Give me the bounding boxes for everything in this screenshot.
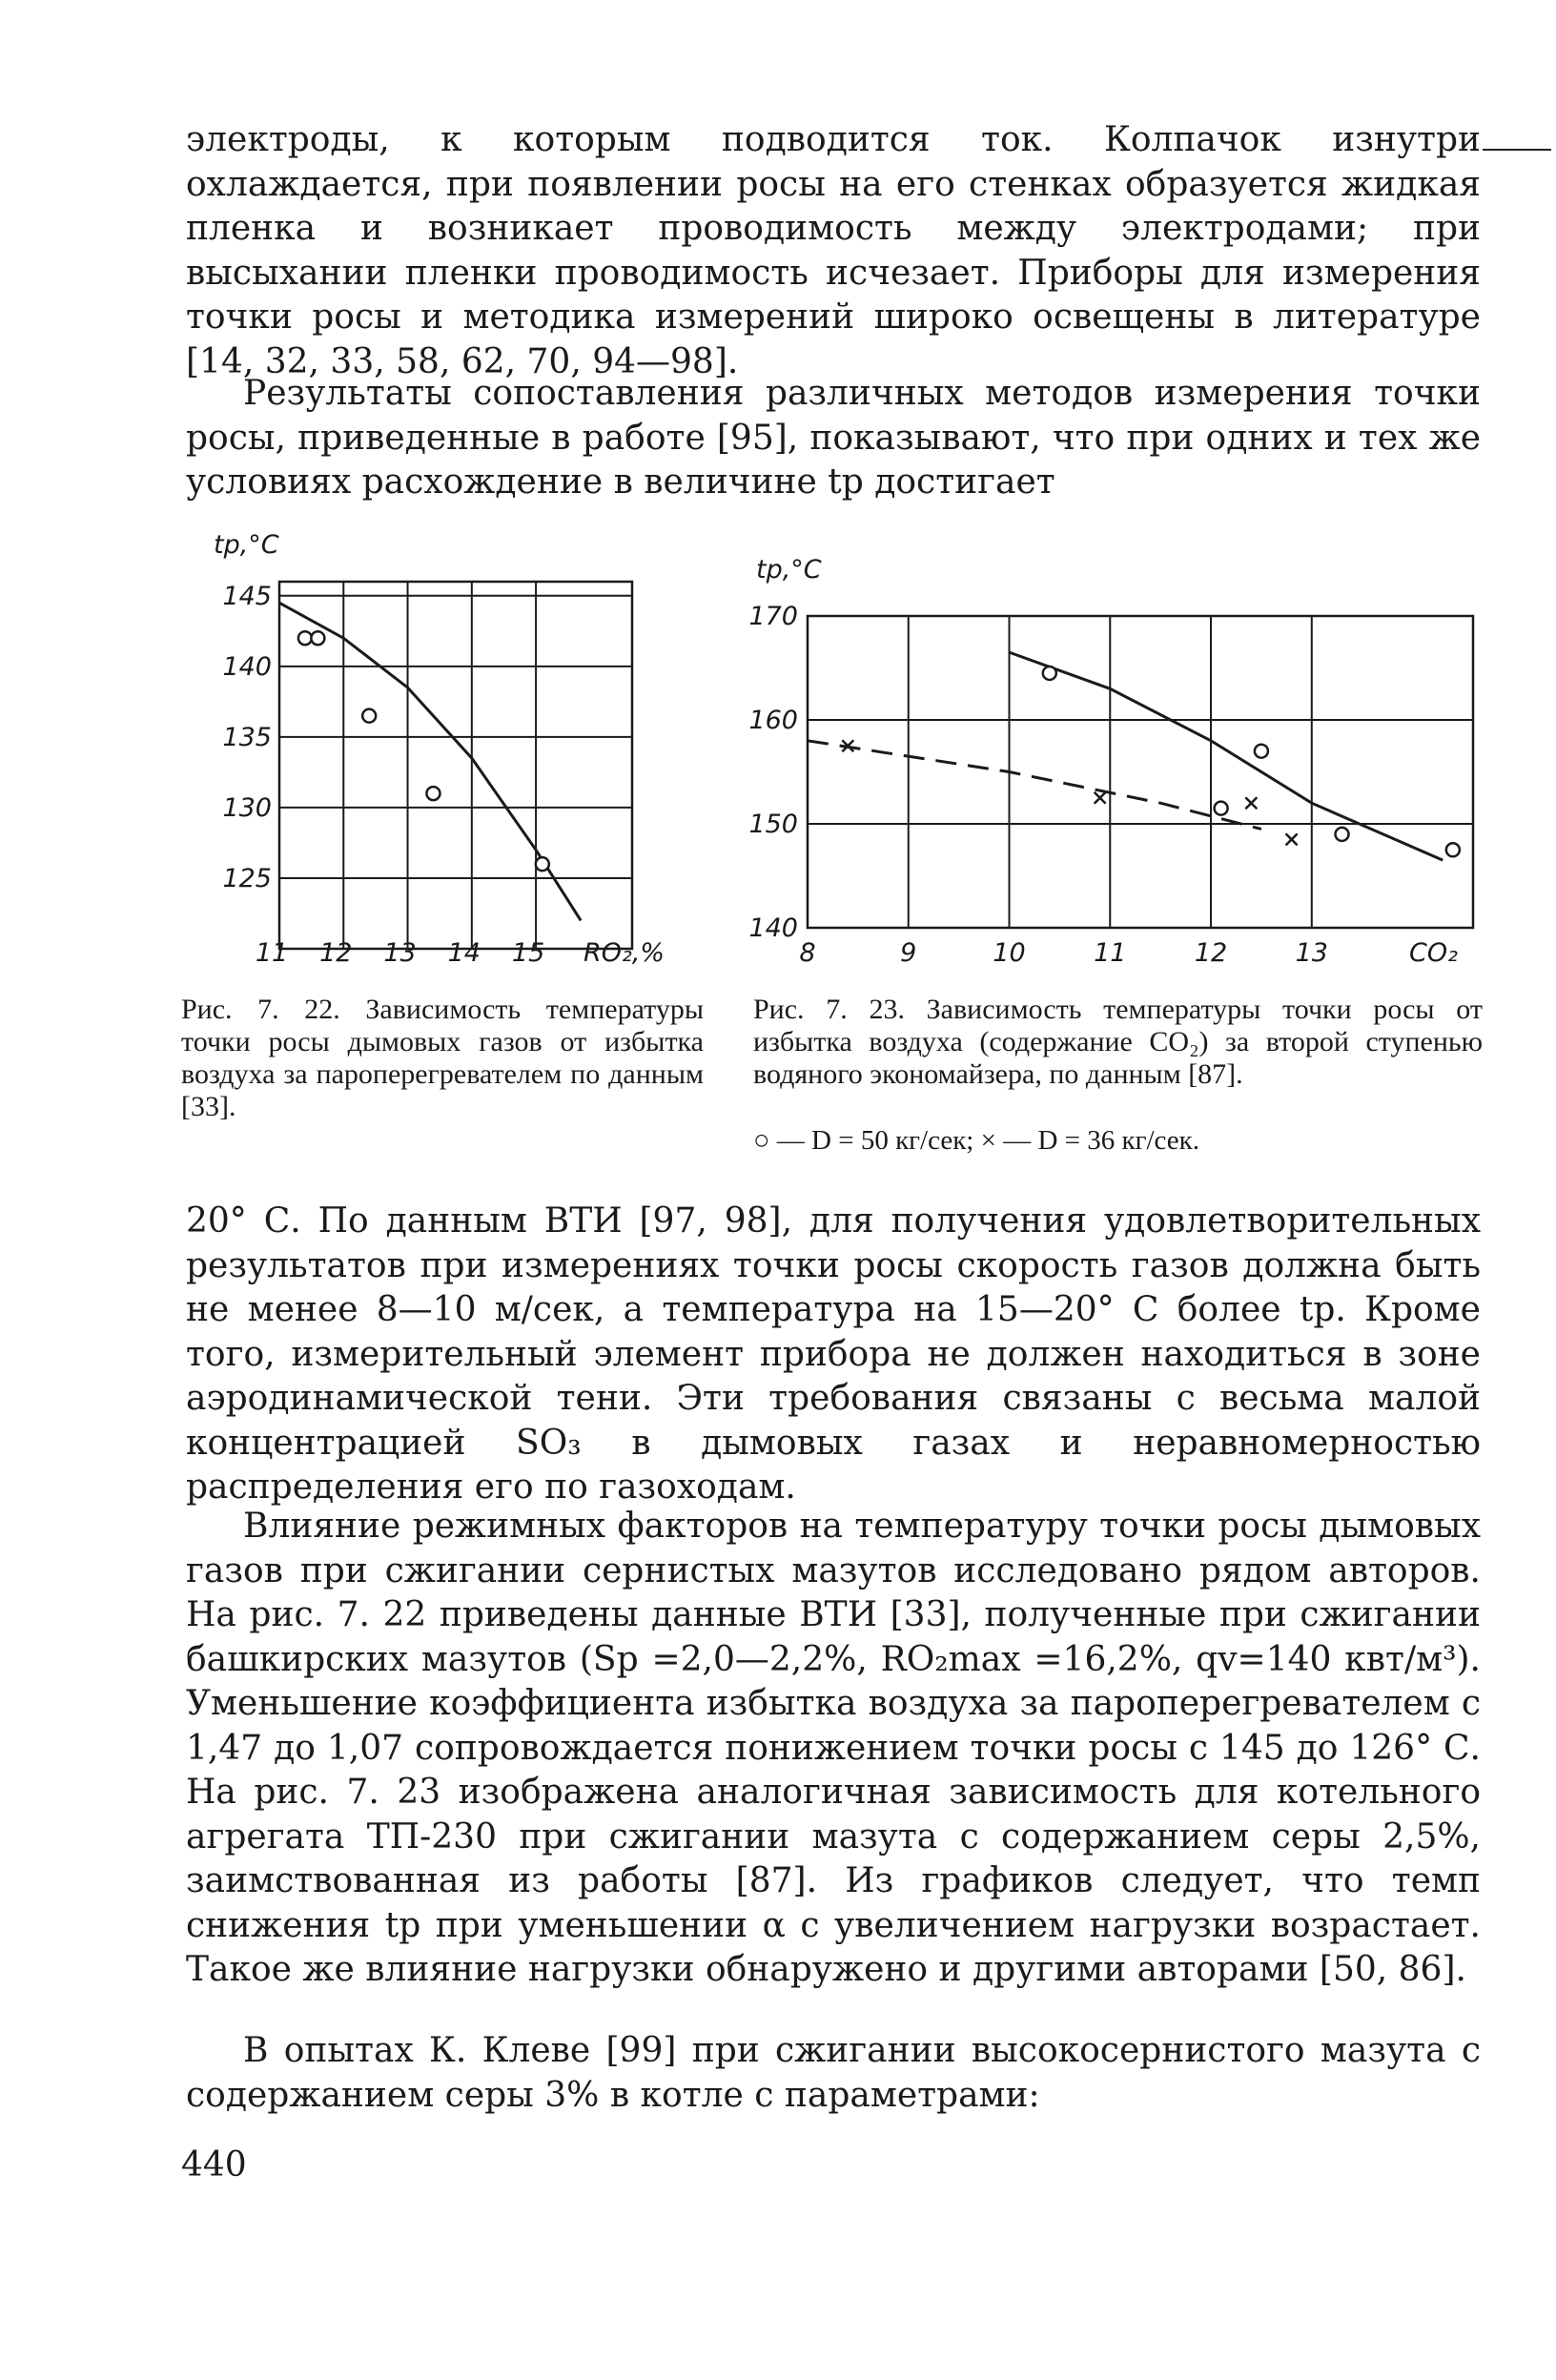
data-point-circle xyxy=(298,631,312,645)
page-number: 440 xyxy=(181,2145,247,2185)
x-tick-label: 15 xyxy=(511,938,545,968)
x-tick-label: 12 xyxy=(1194,938,1228,968)
chart-7-22 xyxy=(181,530,715,968)
y-tick-label: 140 xyxy=(222,651,272,682)
x-tick-labels xyxy=(256,938,544,968)
fit-curve-d36 xyxy=(808,741,1261,830)
data-point-cross xyxy=(1245,797,1257,809)
y-tick-labels xyxy=(748,602,798,943)
x-tick-label: 12 xyxy=(319,938,353,968)
x-tick-label: 14 xyxy=(447,938,481,968)
y-tick-label: 130 xyxy=(222,792,272,823)
x-axis-label: RO₂,% xyxy=(584,938,665,968)
x-tick-label: 11 xyxy=(1094,938,1127,968)
data-point-circle xyxy=(1336,828,1349,841)
x-tick-labels xyxy=(799,938,1328,968)
x-tick-label: 13 xyxy=(1295,938,1328,968)
data-points xyxy=(298,631,549,871)
y-tick-label: 150 xyxy=(748,810,798,839)
figure-7-22-caption: Рис. 7. 22. Зависимость температуры точки росы дымовых газов от избытка воздуха за пароперегревателем по данным [33]. xyxy=(181,994,704,1122)
x-tick-label: 13 xyxy=(383,938,417,968)
chart-7-23 xyxy=(748,553,1492,973)
margin-rule xyxy=(1483,149,1551,151)
x-tick-label: 8 xyxy=(799,938,816,968)
fit-curve-d50 xyxy=(1010,652,1443,860)
y-tick-label: 125 xyxy=(222,863,272,893)
data-point-circle xyxy=(1215,802,1228,815)
grid xyxy=(279,582,632,949)
grid xyxy=(808,616,1473,928)
data-point-circle xyxy=(1255,745,1268,758)
y-tick-labels xyxy=(222,582,272,893)
data-point-cross xyxy=(1095,792,1106,804)
data-point-circle xyxy=(362,709,376,723)
plot-frame xyxy=(279,582,632,949)
plot-frame xyxy=(808,616,1473,928)
y-tick-label: 140 xyxy=(748,913,798,943)
paragraph-3: 20° С. По данным ВТИ [97, 98], для получения удовлетворительных результатов при измерениях точки росы скорость газов должна быть не менее 8—10 м/сек, а температура на 15—20° С более tр. Кроме того, измерительный элемент прибора не должен находиться в зоне аэродинамической тени. Эти требования связаны с весьма малой концентрацией SO₃ в дымовых газах и неравномерностью распределения его по газоходам. xyxy=(186,1201,1481,1507)
x-axis-label: CO₂ xyxy=(1409,938,1458,968)
y-axis-label: tр,°С xyxy=(214,530,279,560)
y-tick-label: 135 xyxy=(222,722,272,752)
paragraph-2: Результаты сопоставления различных методов измерения точки росы, приведенные в работе [95], показывают, что при одних и тех же условиях расхождение в величине tр достигает xyxy=(186,374,1481,502)
data-point-circle xyxy=(426,787,440,800)
data-point-circle xyxy=(311,631,324,645)
paragraph-4: Влияние режимных факторов на температуру точки росы дымовых газов при сжигании сернистых мазутов исследовано рядом авторов. На рис. 7. 22 приведены данные ВТИ [33], полученные при сжигании башкирских мазутов (Sр =2,0—2,2%, RO₂max =16,2%, qv=140 квт/м³). Уменьшение коэффициента избытка воздуха за пароперегревателем с 1,47 до 1,07 сопровождается понижением точки росы с 145 до 126° С. На рис. 7. 23 изображена аналогичная зависимость для котельного агрегата ТП-230 при сжигании мазута с содержанием серы 2,5%, заимствованная из работы [87]. Из графиков следует, что темп снижения tр при уменьшении α с увеличением нагрузки возрастает. Такое же влияние нагрузки обнаружено и другими авторами [50, 86]. xyxy=(186,1507,1481,1989)
data-point-circle xyxy=(536,857,549,871)
x-tick-label: 10 xyxy=(993,938,1026,968)
data-point-cross xyxy=(1286,833,1298,845)
y-tick-label: 145 xyxy=(222,581,272,611)
y-tick-label: 160 xyxy=(748,706,798,735)
paragraph-1: электроды, к которым подводится ток. Колпачок изнутри охлаждается, при появлении росы на его стенках образуется жидкая пленка и возникает проводимость между электродами; при высыхании пленки проводимость исчезает. Приборы для измерения точки росы и методика измерений широко освещены в литературе [14, 32, 33, 58, 62, 70, 94—98]. xyxy=(186,120,1481,381)
x-tick-label: 9 xyxy=(900,938,917,968)
figure-7-23-caption: Рис. 7. 23. Зависимость температуры точки росы от избытка воздуха (содержание CO₂) за второй ступенью водяного экономайзера, по данным [87]. xyxy=(753,994,1483,1090)
y-tick-label: 170 xyxy=(748,602,798,631)
figure-7-23-legend: ○ — D = 50 кг/сек; × — D = 36 кг/сек. xyxy=(753,1125,1199,1156)
figure-7-22 xyxy=(181,530,715,968)
x-tick-label: 11 xyxy=(255,938,289,968)
figure-7-23 xyxy=(748,553,1492,973)
paragraph-5: В опытах К. Клеве [99] при сжигании высокосернистого мазута с содержанием серы 3% в котле с параметрами: xyxy=(186,2031,1481,2115)
data-point-circle xyxy=(1043,667,1056,680)
y-axis-label: tр,°С xyxy=(756,555,822,585)
data-point-circle xyxy=(1446,843,1460,856)
